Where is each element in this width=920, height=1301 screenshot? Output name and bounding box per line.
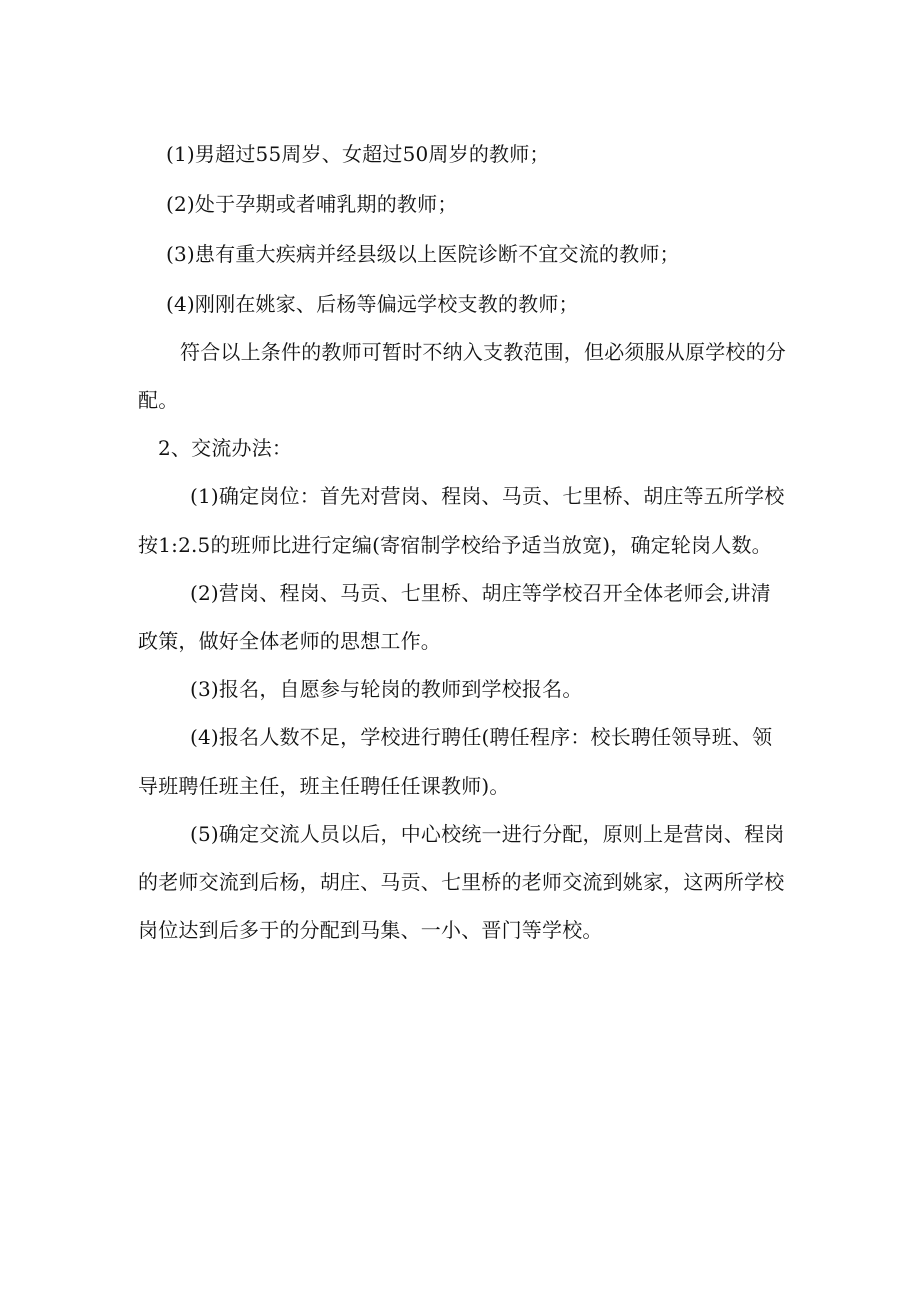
exemption-item-2: (2)处于孕期或者哺乳期的教师； [166, 192, 458, 216]
step-4-line-1: (4)报名人数不足，学校进行聘任(聘任程序：校长聘任领导班、领 [190, 725, 773, 749]
section-heading: 2、交流办法： [158, 436, 293, 460]
exemption-item-4: (4)刚刚在姚家、后杨等偏远学校支教的教师； [166, 292, 579, 316]
step-1-line-1: (1)确定岗位：首先对营岗、程岗、马贡、七里桥、胡庄等五所学校 [190, 484, 785, 508]
exemption-item-1: (1)男超过55周岁、女超过50周岁的教师； [166, 142, 550, 166]
exemption-note-line-1: 符合以上条件的教师可暂时不纳入支教范围，但必须服从原学校的分 [180, 340, 786, 364]
step-5-line-1: (5)确定交流人员以后，中心校统一进行分配，原则上是营岗、程岗 [190, 822, 785, 846]
step-1-line-2: 按1:2.5的班师比进行定编(寄宿制学校给予适当放宽)，确定轮岗人数。 [138, 533, 772, 557]
step-4-line-2: 导班聘任班主任，班主任聘任任课教师)。 [138, 774, 510, 798]
step-5-line-2: 的老师交流到后杨，胡庄、马贡、七里桥的老师交流到姚家，这两所学校 [138, 870, 785, 894]
exemption-item-3: (3)患有重大疾病并经县级以上医院诊断不宜交流的教师； [166, 242, 680, 266]
step-3-line-1: (3)报名，自愿参与轮岗的教师到学校报名。 [190, 677, 583, 701]
exemption-note-line-2: 配。 [138, 388, 179, 412]
step-2-line-2: 政策，做好全体老师的思想工作。 [138, 629, 441, 653]
step-5-line-3: 岗位达到后多于的分配到马集、一小、晋门等学校。 [138, 918, 603, 942]
step-2-line-1: (2)营岗、程岗、马贡、七里桥、胡庄等学校召开全体老师会,讲清 [190, 581, 771, 605]
